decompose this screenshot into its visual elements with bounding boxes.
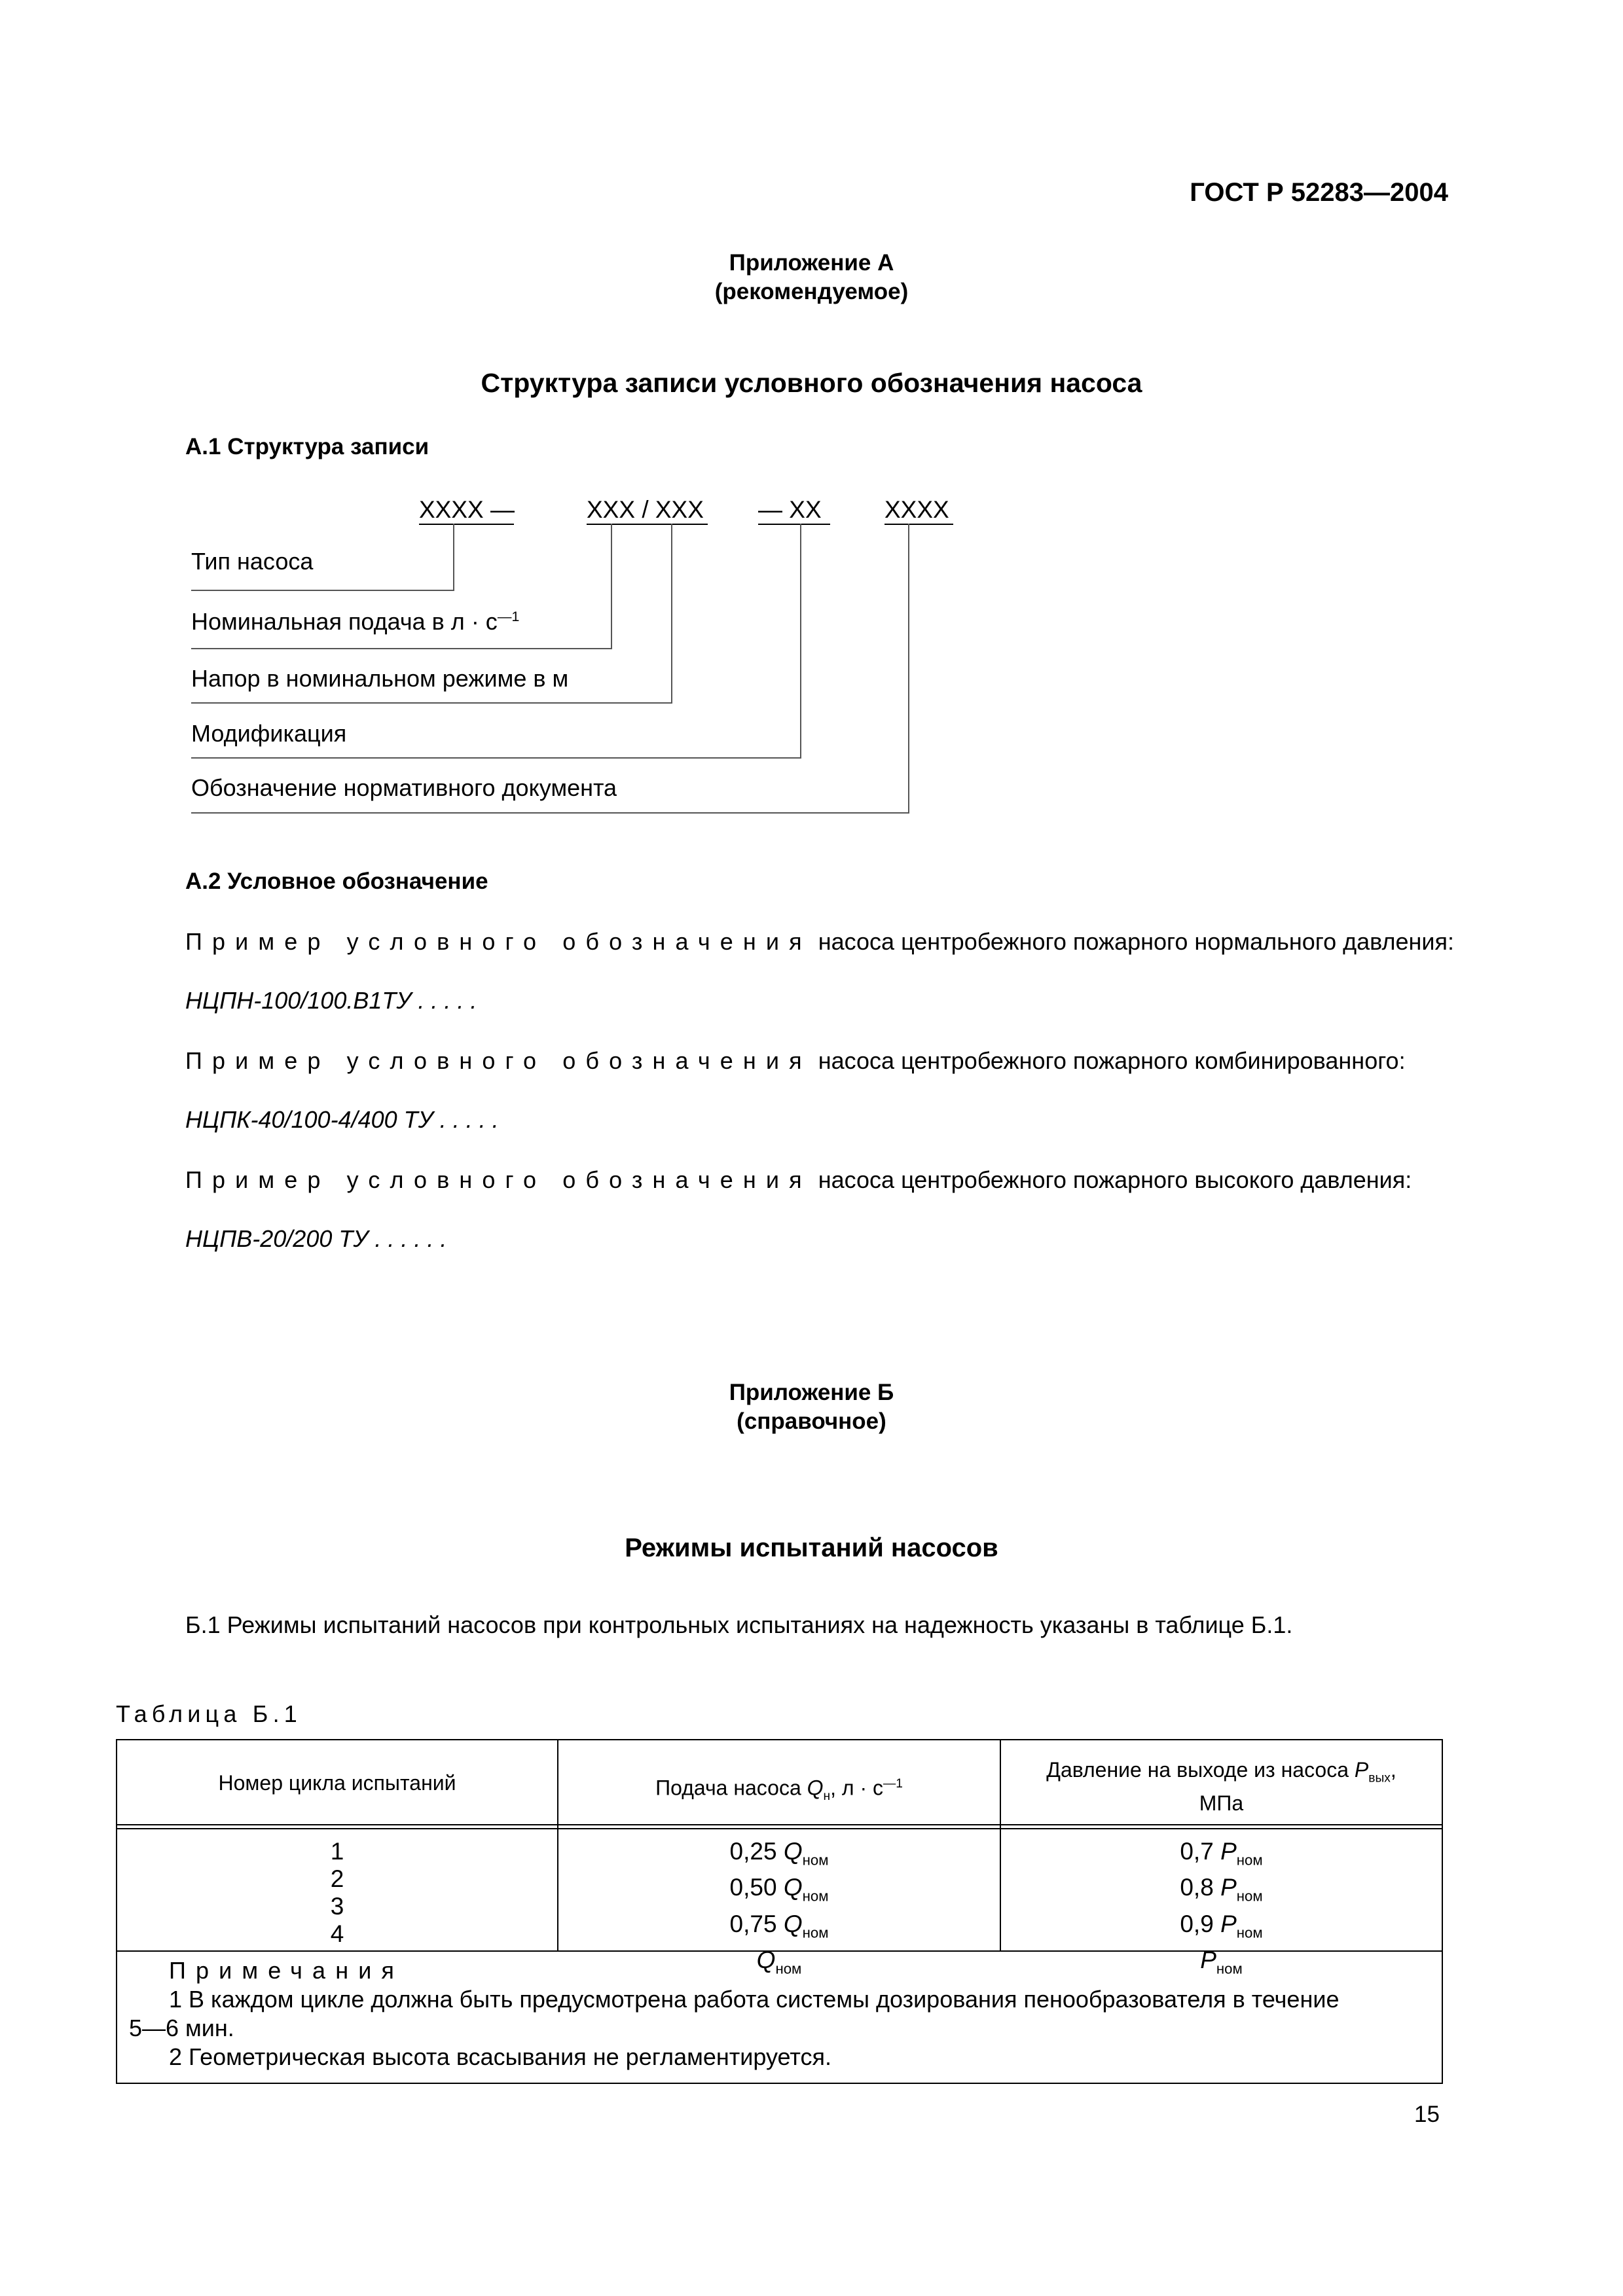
table-header-divider-2 <box>117 1828 1442 1829</box>
code-underline-standard <box>884 524 953 525</box>
table-header-divider-1 <box>117 1824 1442 1825</box>
example-1-code: НЦПН-100/100.В1ТУ . . . . . <box>185 987 477 1014</box>
appendix-b-label: Приложение Б <box>729 1380 894 1405</box>
label-nominal-flow: Номинальная подача в $л \cdot с^{—1}$ <box>191 608 520 635</box>
connector-head-h <box>191 702 672 704</box>
example-2-text: Пример условного обозначения насоса центробежного пожарного комбинированного: <box>185 1047 1406 1074</box>
header-outlet-pressure: Давление на выходе из насоса $P_{вых}$, МПа <box>1046 1758 1396 1816</box>
appendix-a-label: Приложение А <box>729 250 894 276</box>
note-1-continuation: 5—6 мин. <box>129 2015 234 2041</box>
code-underline-modification <box>758 524 830 525</box>
label-modification: Модификация <box>191 720 347 747</box>
table-b1 <box>116 1739 1443 2084</box>
table-row-cycle: 1 <box>330 1838 344 1865</box>
table-row-cycle: 2 <box>330 1865 344 1892</box>
code-underline-flow-head <box>587 524 708 525</box>
code-part-standard: ХХХХ <box>884 496 949 523</box>
code-part-type: ХХХХ — <box>419 496 515 523</box>
paragraph-b1: Б.1 Режимы испытаний насосов при контрольных испытаниях на надежность указаны в таблице Б.1. <box>185 1611 1293 1638</box>
connector-mod-v <box>800 524 801 759</box>
table-notes <box>117 1956 1442 2072</box>
section-a2-heading: А.2 Условное обозначение <box>185 869 488 894</box>
example-2-code: НЦПК-40/100-4/400 ТУ . . . . . <box>185 1106 499 1133</box>
table-row-flow: 0,25 $Q_{ном}$ <box>729 1838 829 1869</box>
appendix-a-status: (рекомендуемое) <box>714 279 909 304</box>
example-3-text: Пример условного обозначения насоса центробежного пожарного высокого давления: <box>185 1166 1412 1193</box>
connector-mod-h <box>191 757 801 759</box>
example-1-text: Пример условного обозначения насоса центробежного пожарного нормального давления: <box>185 928 1454 955</box>
appendix-b-status: (справочное) <box>737 1408 886 1434</box>
header-cycle-number: Номер цикла испытаний <box>218 1771 456 1795</box>
connector-doc-v <box>908 524 909 814</box>
column-cycle-values <box>117 1838 557 1948</box>
connector-type-v <box>453 524 454 591</box>
code-part-flow-head: ХХХ / ХХХ <box>587 496 704 523</box>
table-row-flow: $Q_{ном}$ <box>756 1946 802 1977</box>
table-row-pressure: $P_{ном}$ <box>1200 1946 1243 1977</box>
example-3-code: НЦПВ-20/200 ТУ . . . . . . <box>185 1225 447 1252</box>
connector-head-v <box>671 524 672 704</box>
connector-flow-h <box>191 648 612 649</box>
note-2: 2 Геометрическая высота всасывания не регламентируется. <box>169 2043 831 2070</box>
connector-doc-h <box>191 812 909 814</box>
table-row-flow: 0,75 $Q_{ном}$ <box>729 1910 829 1941</box>
page-number: 15 <box>1414 2102 1440 2127</box>
document-code: ГОСТ Р 52283—2004 <box>1190 178 1448 207</box>
appendix-a-title: Структура записи условного обозначения насоса <box>481 368 1142 398</box>
table-row-pressure: 0,9 $P_{ном}$ <box>1180 1910 1263 1941</box>
label-standard-doc: Обозначение нормативного документа <box>191 774 617 801</box>
note-1: 1 В каждом цикле должна быть предусмотрена работа системы дозирования пенообразователя в течение <box>169 1986 1340 2013</box>
label-head: Напор в номинальном режиме в м <box>191 665 569 692</box>
notes-title: Примечания <box>169 1957 405 1984</box>
code-part-modification: — ХХ <box>758 496 822 523</box>
connector-flow-v <box>611 524 612 649</box>
table-caption: Таблица Б.1 <box>116 1700 302 1727</box>
label-pump-type: Тип насоса <box>191 548 314 575</box>
table-row-cycle: 3 <box>330 1893 344 1920</box>
table-row-flow: 0,50 $Q_{ном}$ <box>729 1874 829 1905</box>
appendix-a-heading <box>0 249 1623 306</box>
table-row-cycle: 4 <box>330 1920 344 1947</box>
header-pump-flow: Подача насоса $Q_н$, $л \cdot с^{—1}$ <box>655 1776 903 1804</box>
table-row-pressure: 0,7 $P_{ном}$ <box>1180 1838 1263 1869</box>
code-underline-type <box>419 524 514 525</box>
appendix-b-title: Режимы испытаний насосов <box>625 1534 998 1562</box>
appendix-b-heading <box>0 1378 1623 1436</box>
table-row-pressure: 0,8 $P_{ном}$ <box>1180 1874 1263 1905</box>
section-a1-heading: А.1 Структура записи <box>185 434 429 459</box>
connector-type-h <box>191 590 454 591</box>
